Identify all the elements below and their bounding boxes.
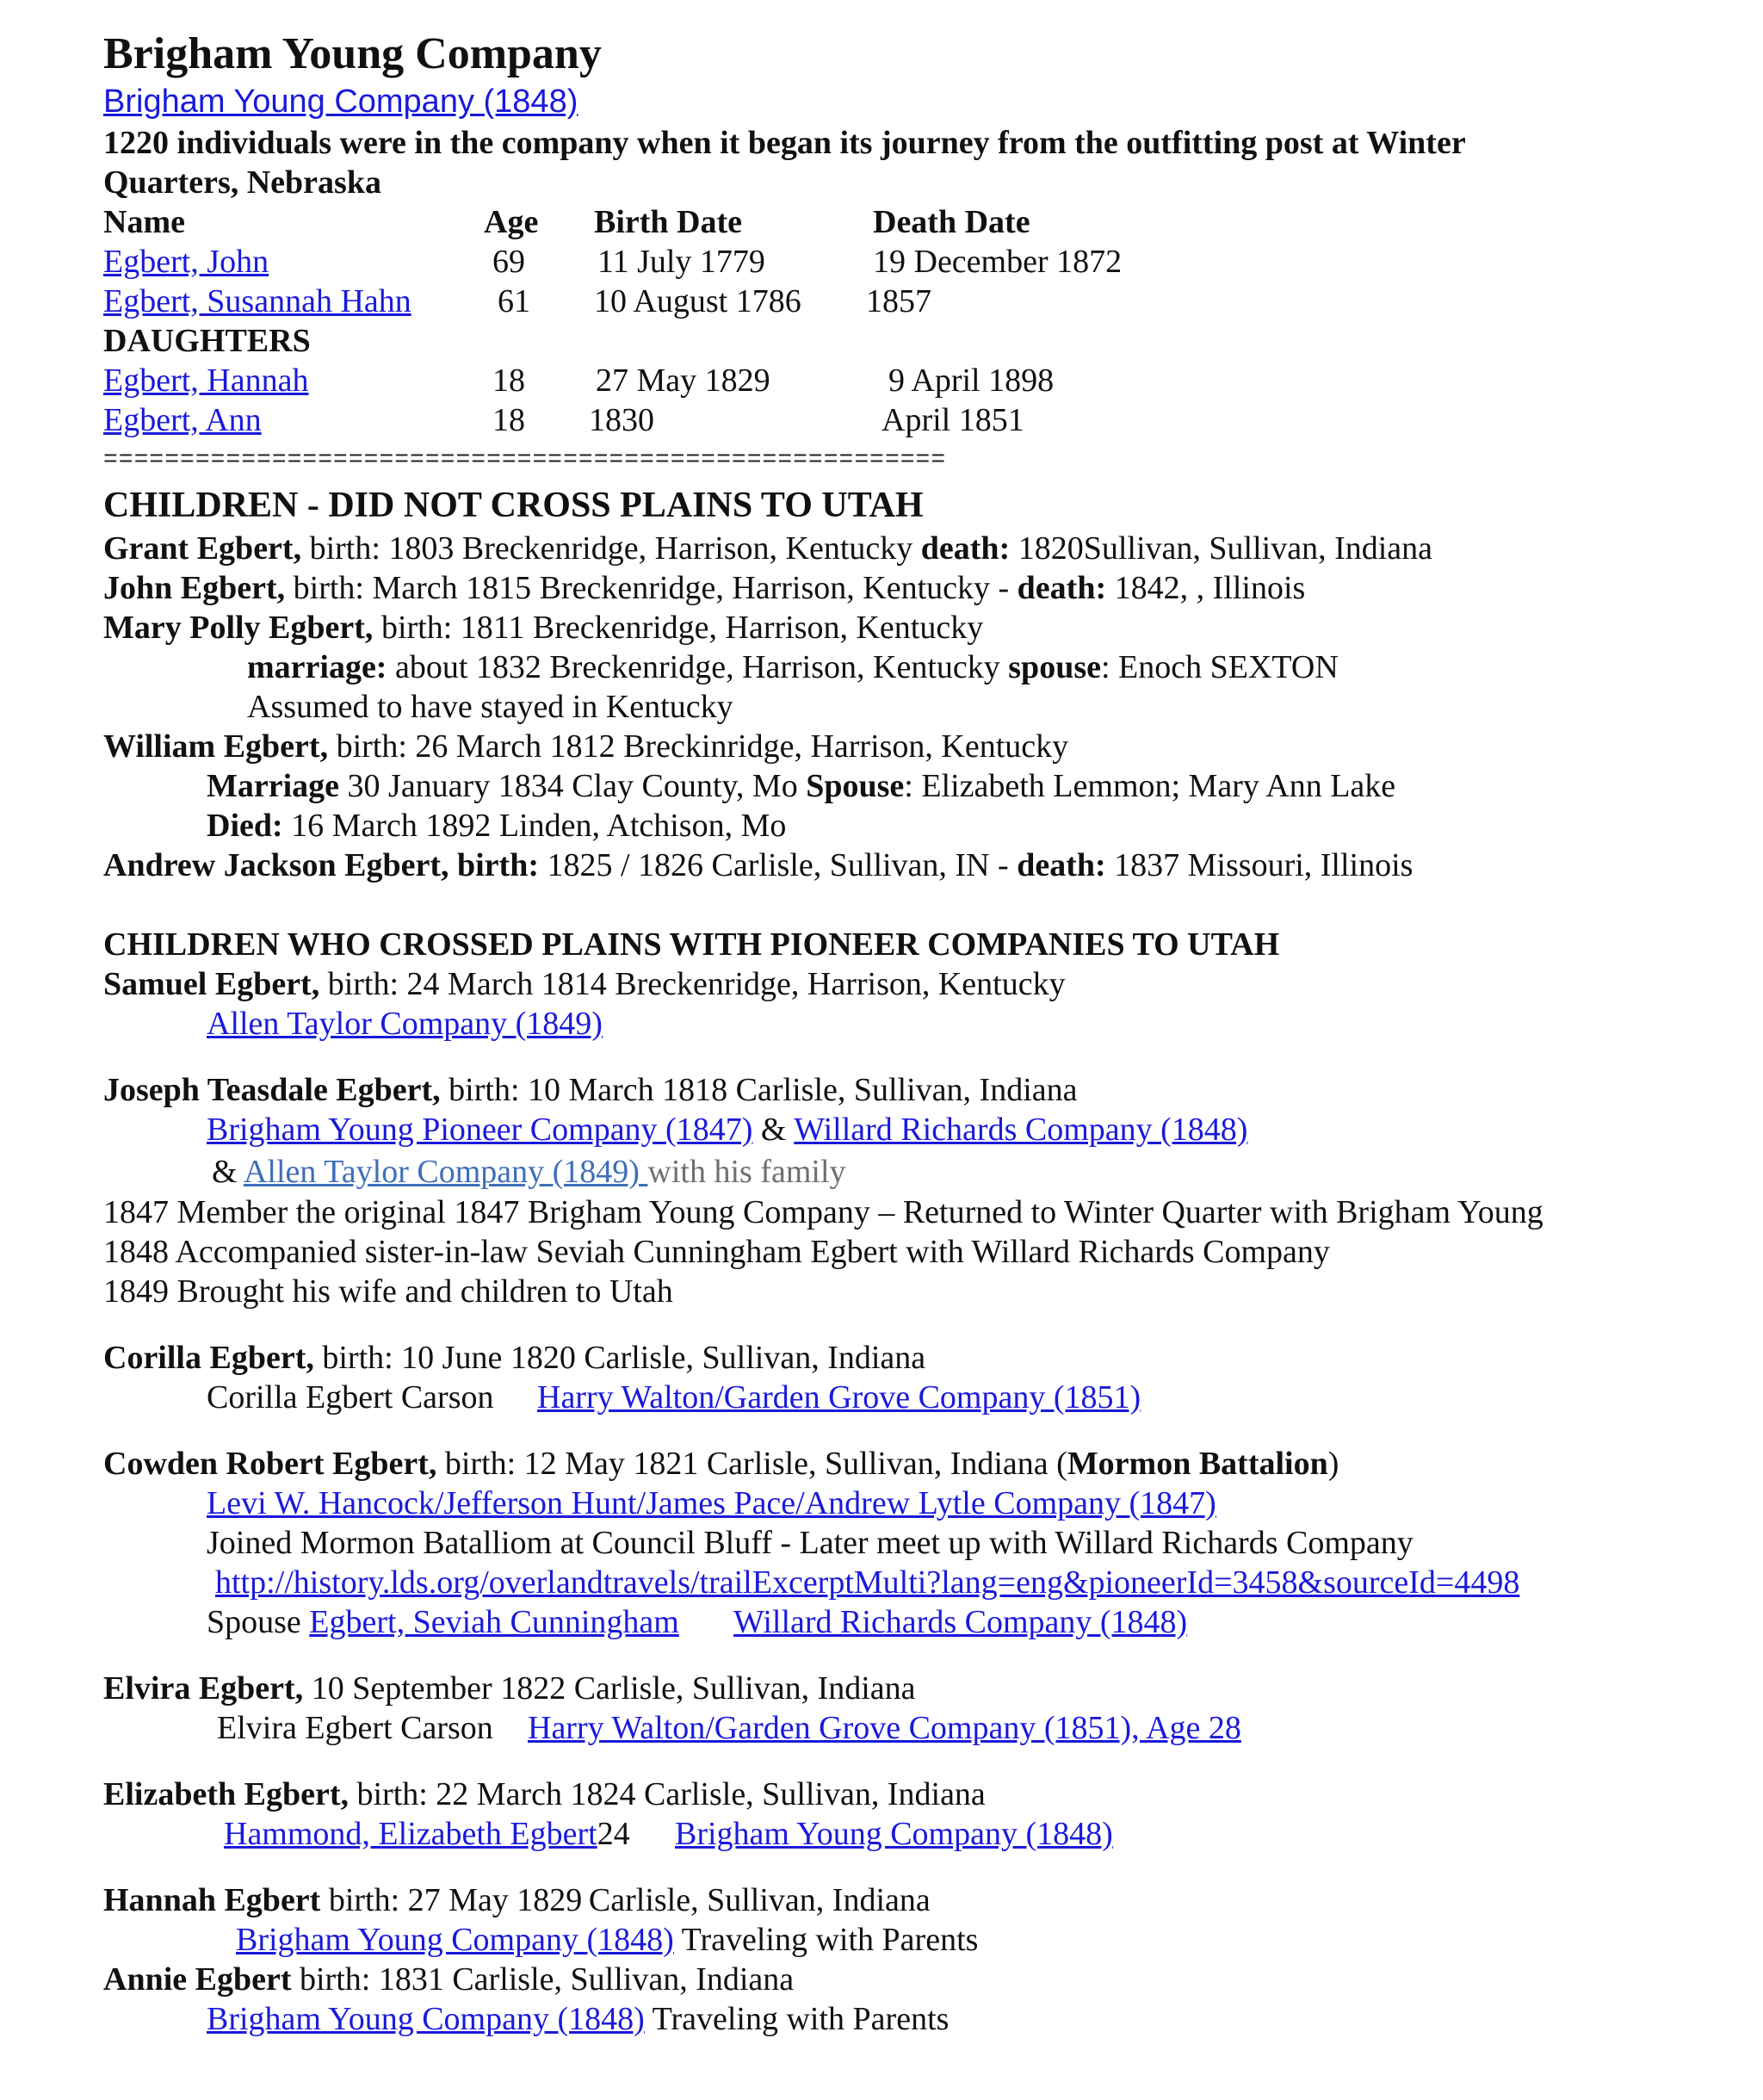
- column-header-death: Death Date: [873, 204, 1030, 240]
- column-header-birth: Birth Date: [594, 204, 743, 240]
- note-joseph-1849: 1849 Brought his wife and children to Utah: [103, 1273, 673, 1310]
- note-joseph-1847: 1847 Member the original 1847 Brigham Young Company – Returned to Winter Quarter with Brigham Young: [103, 1194, 1543, 1230]
- company-links-joseph-2: & Allen Taylor Company (1849) with his family: [212, 1154, 846, 1190]
- company-line-hannah: Brigham Young Company (1848) Traveling with Parents: [236, 1922, 979, 1958]
- daughters-label: DAUGHTERS: [103, 323, 311, 359]
- column-header-age: Age: [484, 204, 539, 240]
- age-cell: 69: [492, 244, 525, 280]
- company-link-allen-taylor[interactable]: Allen Taylor Company (1849): [207, 1006, 603, 1042]
- death-cell: 9 April 1898: [888, 362, 1055, 399]
- person-link-hammond[interactable]: Hammond, Elizabeth Egbert: [224, 1816, 597, 1852]
- company-link-harry-walton[interactable]: Harry Walton/Garden Grove Company (1851): [537, 1379, 1141, 1415]
- column-header-name: Name: [103, 204, 185, 240]
- company-link-willard-richards[interactable]: Willard Richards Company (1848): [794, 1112, 1248, 1148]
- birth-cell: 10 August 1786: [594, 283, 801, 319]
- history-url-link[interactable]: http://history.lds.org/overlandtravels/trailExcerptMulti?lang=eng&pioneerId=3458&sourceId=4498: [215, 1564, 1520, 1601]
- person-link-ann[interactable]: Egbert, Ann: [103, 402, 262, 438]
- death-cell: 19 December 1872: [873, 244, 1123, 280]
- married-name-elvira: Elvira Egbert Carson: [217, 1710, 493, 1746]
- child-entry-mary: Mary Polly Egbert, birth: 1811 Breckenridge, Harrison, Kentucky: [103, 610, 984, 646]
- child-entry-grant: Grant Egbert, birth: 1803 Breckenridge, Harrison, Kentucky death: 1820Sullivan, Sullivan, Indiana: [103, 530, 1433, 567]
- company-links-joseph: Brigham Young Pioneer Company (1847) & Willard Richards Company (1848): [207, 1112, 1248, 1148]
- person-link-hannah[interactable]: Egbert, Hannah: [103, 362, 309, 399]
- birth-cell: 11 July 1779: [597, 244, 765, 280]
- age-cell: 18: [492, 402, 525, 438]
- death-cell: April 1851: [882, 402, 1024, 438]
- note-cowden: Joined Mormon Batalliom at Council Bluff - Later meet up with Willard Richards Company: [207, 1525, 1413, 1561]
- company-link-allen-taylor-2[interactable]: Allen Taylor Company (1849): [243, 1154, 648, 1190]
- section-title-crossed: CHILDREN WHO CROSSED PLAINS WITH PIONEER COMPANIES TO UTAH: [103, 926, 1280, 963]
- birth-cell: 27 May 1829: [596, 362, 770, 399]
- person-link-seviah[interactable]: Egbert, Seviah Cunningham: [309, 1604, 679, 1640]
- child-entry-annie: Annie Egbert birth: 1831 Carlisle, Sullivan, Indiana: [103, 1961, 795, 1998]
- child-entry-corilla: Corilla Egbert, birth: 10 June 1820 Carlisle, Sullivan, Indiana: [103, 1340, 926, 1376]
- section-title-did-not-cross: CHILDREN - DID NOT CROSS PLAINS TO UTAH: [103, 486, 924, 525]
- child-entry-samuel: Samuel Egbert, birth: 24 March 1814 Breckenridge, Harrison, Kentucky: [103, 966, 1066, 1002]
- divider-line: =======================================================: [103, 447, 947, 474]
- company-link-brigham-pioneer[interactable]: Brigham Young Pioneer Company (1847): [207, 1112, 753, 1148]
- death-cell: 1857: [866, 283, 931, 319]
- company-link-levi-hancock[interactable]: Levi W. Hancock/Jefferson Hunt/James Pace/Andrew Lytle Company (1847): [207, 1485, 1216, 1521]
- married-name-corilla: Corilla Egbert Carson: [207, 1379, 494, 1415]
- intro-text-line2: Quarters, Nebraska: [103, 164, 381, 201]
- page-title: Brigham Young Company: [103, 29, 602, 78]
- note-joseph-1848: 1848 Accompanied sister-in-law Seviah Cunningham Egbert with Willard Richards Company: [103, 1234, 1330, 1270]
- child-entry-elizabeth: Elizabeth Egbert, birth: 22 March 1824 Carlisle, Sullivan, Indiana: [103, 1776, 986, 1812]
- birth-cell: 1830: [589, 402, 654, 438]
- spouse-line-cowden: Spouse Egbert, Seviah Cunningham: [207, 1604, 679, 1640]
- person-link-susannah[interactable]: Egbert, Susannah Hahn: [103, 283, 411, 319]
- child-entry-andrew: Andrew Jackson Egbert, birth: 1825 / 1826 Carlisle, Sullivan, IN - death: 1837 Missouri, Illinois: [103, 847, 1413, 883]
- age-cell: 61: [498, 283, 530, 319]
- child-entry-hannah: Hannah Egbert birth: 27 May 1829 Carlisle, Sullivan, Indiana: [103, 1882, 931, 1918]
- child-entry-william: William Egbert, birth: 26 March 1812 Breckinridge, Harrison, Kentucky: [103, 728, 1069, 765]
- company-link-brigham-young-annie[interactable]: Brigham Young Company (1848): [207, 2001, 645, 2037]
- company-link-brigham-young-hannah[interactable]: Brigham Young Company (1848): [236, 1922, 674, 1958]
- intro-text-line1: 1220 individuals were in the company when it began its journey from the outfitting post at Winter: [103, 125, 1466, 161]
- child-entry-john: John Egbert, birth: March 1815 Breckenridge, Harrison, Kentucky - death: 1842, , Illinois: [103, 570, 1306, 606]
- company-link-brigham-young-1848[interactable]: Brigham Young Company (1848): [675, 1816, 1113, 1852]
- company-link-1848[interactable]: Brigham Young Company (1848): [103, 84, 578, 120]
- marriage-line-william: Marriage 30 January 1834 Clay County, Mo Spouse: Elizabeth Lemmon; Mary Ann Lake: [207, 768, 1396, 804]
- company-link-willard-richards-2[interactable]: Willard Richards Company (1848): [733, 1604, 1188, 1640]
- died-line-william: Died: 16 March 1892 Linden, Atchison, Mo: [207, 808, 787, 844]
- child-entry-cowden: Cowden Robert Egbert, birth: 12 May 1821 Carlisle, Sullivan, Indiana (Mormon Battalion): [103, 1446, 1339, 1482]
- child-entry-joseph: Joseph Teasdale Egbert, birth: 10 March 1818 Carlisle, Sullivan, Indiana: [103, 1072, 1078, 1108]
- company-link-harry-walton-2[interactable]: Harry Walton/Garden Grove Company (1851), Age 28: [528, 1710, 1241, 1746]
- marriage-line-mary: marriage: about 1832 Breckenridge, Harrison, Kentucky spouse: Enoch SEXTON: [247, 649, 1339, 685]
- child-entry-elvira: Elvira Egbert, 10 September 1822 Carlisle, Sullivan, Indiana: [103, 1670, 916, 1707]
- note-mary: Assumed to have stayed in Kentucky: [247, 689, 733, 725]
- company-links-elizabeth: Hammond, Elizabeth Egbert24: [224, 1816, 630, 1852]
- age-cell: 18: [492, 362, 525, 399]
- company-line-annie: Brigham Young Company (1848) Traveling with Parents: [207, 2001, 950, 2037]
- person-link-john[interactable]: Egbert, John: [103, 244, 269, 280]
